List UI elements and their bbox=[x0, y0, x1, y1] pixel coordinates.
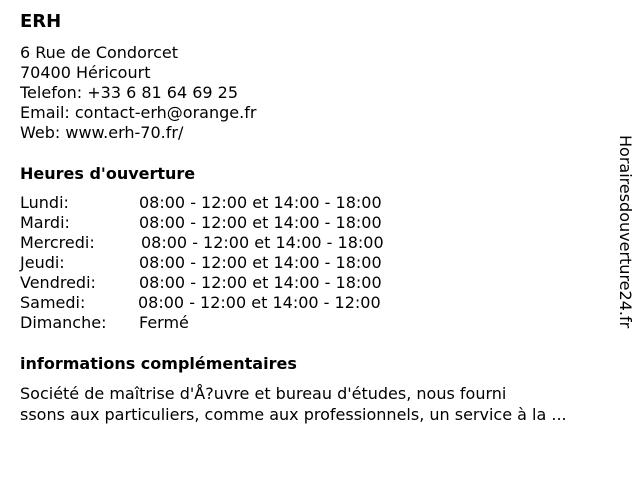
info-line-2: ssons aux particuliers, comme aux professionnels, un service à la ... bbox=[20, 405, 567, 424]
address-street: 6 Rue de Condorcet bbox=[20, 43, 179, 62]
time-range: 08:00 - 12:00 et 14:00 - 18:00 bbox=[139, 273, 382, 292]
hours-row-thursday bbox=[20, 253, 384, 273]
time-range: 08:00 - 12:00 et 14:00 - 18:00 bbox=[139, 213, 382, 232]
watermark-text: Horairesdouverture24.fr bbox=[616, 135, 635, 329]
info-description bbox=[20, 383, 567, 425]
hours-row-monday bbox=[20, 193, 384, 213]
time-range: 08:00 - 12:00 et 14:00 - 12:00 bbox=[138, 293, 381, 312]
hours-row-wednesday bbox=[20, 233, 384, 253]
hours-row-tuesday bbox=[20, 213, 384, 233]
time-range: 08:00 - 12:00 et 14:00 - 18:00 bbox=[139, 253, 382, 272]
day-label: Vendredi: bbox=[20, 273, 96, 292]
day-label: Mardi: bbox=[20, 213, 70, 232]
info-heading: informations complémentaires bbox=[20, 354, 297, 373]
time-range: Fermé bbox=[139, 313, 189, 332]
phone-number: Telefon: +33 6 81 64 69 25 bbox=[20, 83, 239, 102]
time-range: 08:00 - 12:00 et 14:00 - 18:00 bbox=[139, 193, 382, 212]
hours-row-friday bbox=[20, 273, 384, 293]
day-label: Dimanche: bbox=[20, 313, 107, 332]
day-label: Jeudi: bbox=[20, 253, 65, 272]
site-watermark bbox=[611, 135, 635, 345]
contact-block bbox=[20, 43, 256, 143]
time-range: 08:00 - 12:00 et 14:00 - 18:00 bbox=[141, 233, 384, 252]
hours-row-sunday bbox=[20, 313, 384, 333]
website: Web: www.erh-70.fr/ bbox=[20, 123, 184, 142]
business-name: ERH bbox=[20, 11, 62, 32]
address-city: 70400 Héricourt bbox=[20, 63, 151, 82]
day-label: Mercredi: bbox=[20, 233, 95, 252]
day-label: Samedi: bbox=[20, 293, 86, 312]
email-address: Email: contact-erh@orange.fr bbox=[20, 103, 257, 122]
day-label: Lundi: bbox=[20, 193, 69, 212]
opening-hours-table bbox=[20, 193, 384, 333]
hours-heading: Heures d'ouverture bbox=[20, 164, 196, 183]
info-line-1: Société de maîtrise d'Å?uvre et bureau d'études, nous fourni bbox=[20, 384, 507, 403]
hours-row-saturday bbox=[20, 293, 384, 313]
